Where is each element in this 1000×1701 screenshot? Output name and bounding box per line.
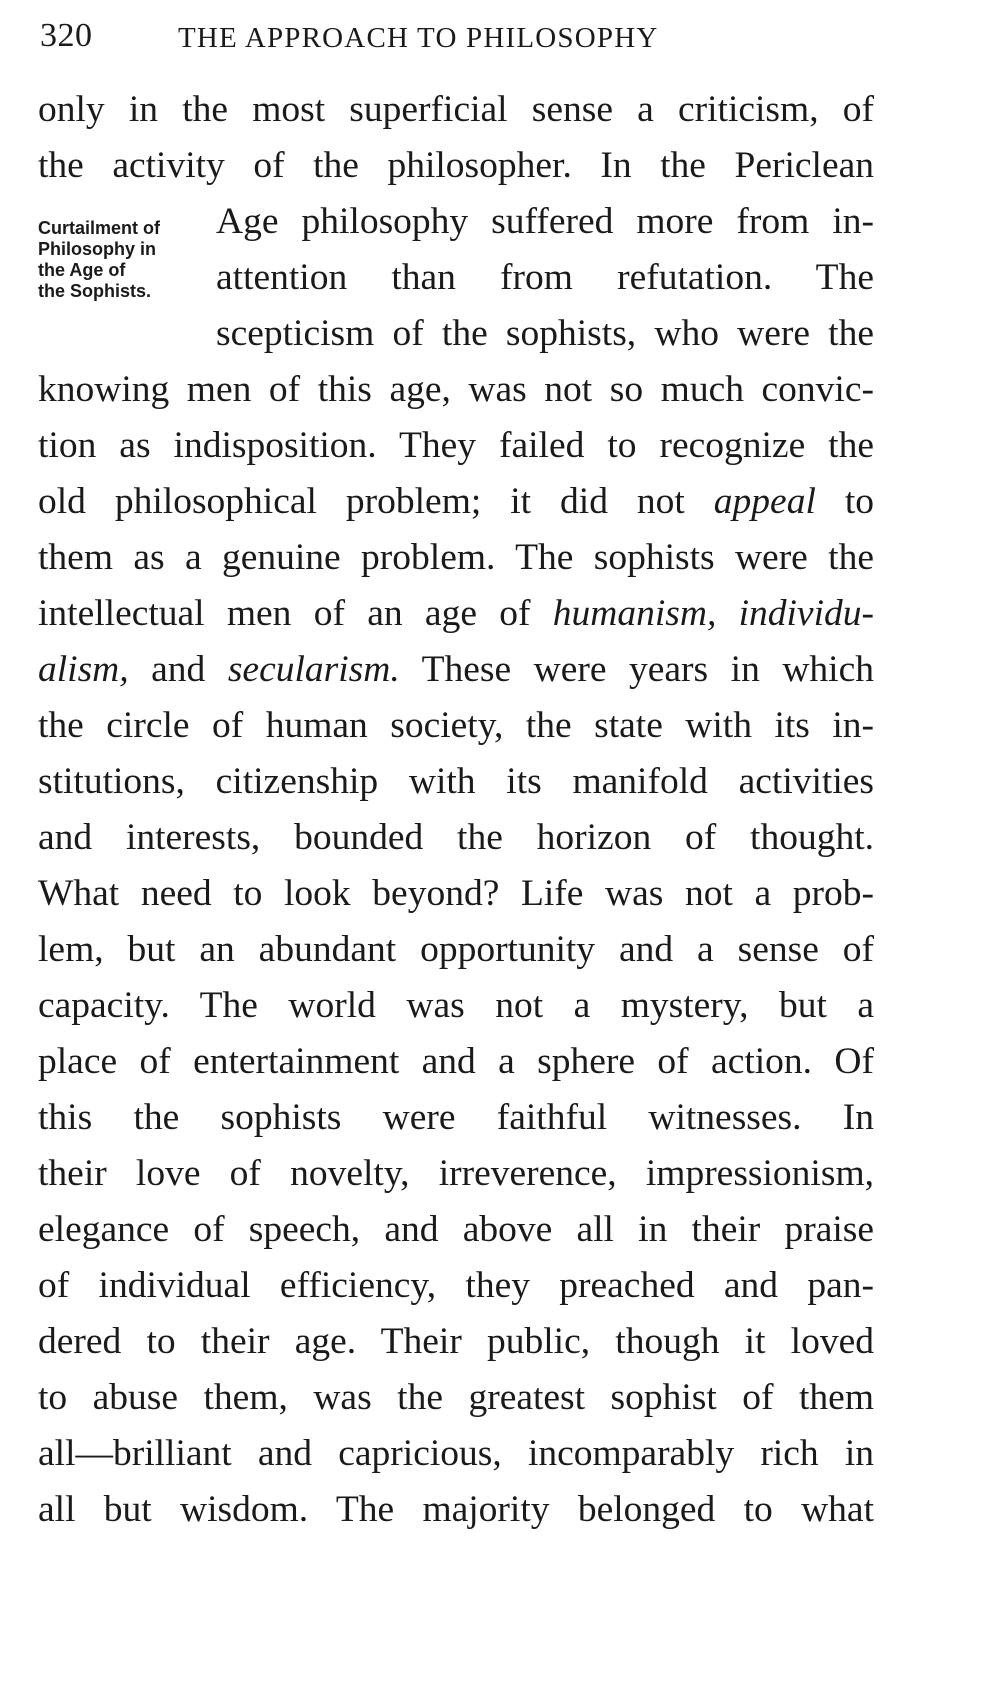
running-title: THE APPROACH TO PHILOSOPHY: [178, 22, 659, 54]
text-line: place of entertainment and a sphere of action. Of: [38, 1041, 874, 1082]
sidenote-line: the Sophists.: [38, 281, 152, 301]
text-line: knowing men of this age, was not so much convic-: [38, 369, 874, 410]
text-line: lem, but an abundant opportunity and a sense of: [38, 929, 874, 970]
text-line: all but wisdom. The majority belonged to what: [38, 1489, 874, 1530]
text-line: all—brilliant and capricious, incomparably rich in: [38, 1433, 874, 1474]
text-line: tion as indisposition. They failed to recognize the: [38, 425, 874, 466]
text-line: and interests, bounded the horizon of thought.: [38, 817, 874, 858]
text-line: alism, and secularism. These were years in which: [38, 649, 874, 690]
text-line: Age philosophy suffered more from in-: [216, 201, 874, 242]
text-line: of individual efficiency, they preached and pan-: [38, 1265, 874, 1306]
sidenote-line: Philosophy in: [38, 239, 157, 259]
text-line: only in the most superficial sense a criticism, of: [38, 89, 874, 130]
text-line: the circle of human society, the state with its in-: [38, 705, 874, 746]
page-number: 320: [40, 17, 93, 54]
margin-sidenote: [38, 218, 213, 302]
text-line: their love of novelty, irreverence, impressionism,: [38, 1153, 874, 1194]
text-line: old philosophical problem; it did not appeal to: [38, 481, 875, 522]
text-line: the activity of the philosopher. In the Periclean: [38, 145, 874, 186]
text-line: What need to look beyond? Life was not a prob-: [38, 873, 874, 914]
text-line: dered to their age. Their public, though it loved: [38, 1321, 874, 1362]
text-line: them as a genuine problem. The sophists were the: [38, 537, 874, 578]
text-line: elegance of speech, and above all in their praise: [38, 1209, 874, 1250]
sidenote-line: the Age of: [38, 260, 126, 280]
page-header: [40, 14, 870, 58]
text-line: this the sophists were faithful witnesses. In: [38, 1097, 874, 1138]
text-line: scepticism of the sophists, who were the: [216, 313, 874, 354]
sidenote-line: Curtailment of: [38, 218, 161, 238]
text-line: to abuse them, was the greatest sophist of them: [38, 1377, 874, 1418]
text-line: attention than from refutation. The: [216, 257, 874, 298]
text-line: intellectual men of an age of humanism, individu-: [38, 593, 874, 634]
text-line: capacity. The world was not a mystery, but a: [38, 985, 874, 1026]
text-line: stitutions, citizenship with its manifold activities: [38, 761, 874, 802]
